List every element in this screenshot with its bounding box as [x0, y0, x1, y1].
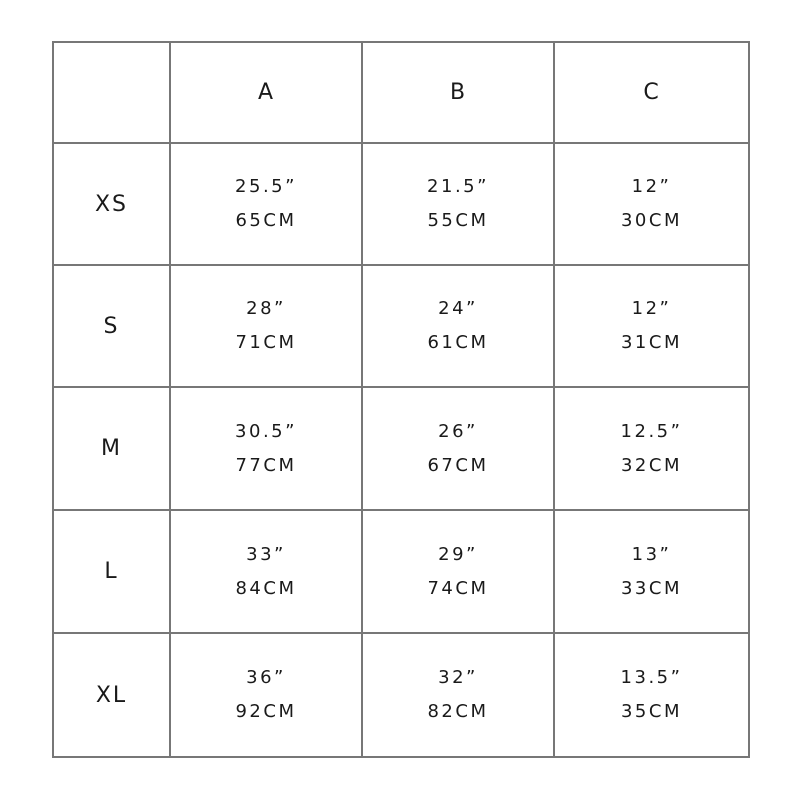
table-cell: [555, 266, 748, 388]
table-cell: [555, 388, 748, 511]
column-header-a: [171, 43, 363, 144]
cm-value: 32CM: [620, 454, 682, 476]
cm-value: 35CM: [620, 701, 682, 722]
cm-value: 92CM: [235, 701, 297, 722]
inch-value: 29”: [438, 543, 478, 565]
cm-value: 67CM: [427, 454, 489, 476]
column-header-c: [555, 43, 748, 144]
row-header-xs: [54, 144, 171, 266]
inch-value: 28”: [246, 298, 286, 319]
row-header-s: [54, 266, 171, 388]
cm-value: 74CM: [427, 577, 489, 599]
row-header-m: [54, 388, 171, 511]
inch-value: 13”: [631, 543, 672, 565]
inch-value: 32”: [438, 667, 478, 688]
cm-value: 30CM: [620, 210, 682, 231]
cm-value: 82CM: [427, 701, 489, 722]
cm-value: 33CM: [620, 577, 682, 599]
table-cell: [171, 634, 363, 756]
inch-value: 13.5”: [620, 667, 683, 688]
table-cell: [171, 266, 363, 388]
cm-value: 84CM: [235, 577, 297, 599]
row-header-label: L: [104, 559, 119, 584]
cm-value: 61CM: [427, 332, 489, 353]
row-header-label: XL: [95, 682, 128, 708]
cm-value: 65CM: [235, 210, 297, 231]
row-header-xl: [54, 634, 171, 756]
size-chart-table: [52, 41, 750, 758]
table-cell: [171, 144, 363, 266]
inch-value: 12”: [631, 298, 672, 319]
inch-value: 24”: [438, 298, 478, 319]
table-cell: [171, 511, 363, 634]
inch-value: 12”: [631, 176, 672, 197]
table-cell: [363, 144, 555, 266]
table-cell: [363, 266, 555, 388]
column-header-label: A: [257, 80, 275, 105]
inch-value: 21.5”: [427, 176, 489, 197]
table-cell: [171, 388, 363, 511]
inch-value: 36”: [246, 667, 286, 688]
cm-value: 31CM: [620, 332, 682, 353]
row-header-label: M: [101, 436, 122, 461]
column-header-b: [363, 43, 555, 144]
table-cell: [363, 388, 555, 511]
corner-cell: [54, 43, 171, 144]
inch-value: 33”: [246, 543, 286, 565]
table-cell: [363, 634, 555, 756]
cm-value: 77CM: [235, 454, 297, 476]
row-header-l: [54, 511, 171, 634]
table-cell: [363, 511, 555, 634]
column-header-label: B: [449, 80, 467, 105]
table-cell: [555, 634, 748, 756]
inch-value: 25.5”: [235, 176, 297, 197]
cm-value: 71CM: [235, 332, 297, 353]
row-header-label: S: [103, 313, 120, 339]
row-header-label: XS: [94, 191, 129, 217]
inch-value: 12.5”: [620, 420, 683, 442]
inch-value: 30.5”: [235, 420, 297, 442]
column-header-label: C: [643, 80, 660, 105]
cm-value: 55CM: [427, 210, 489, 231]
inch-value: 26”: [438, 420, 478, 442]
table-cell: [555, 144, 748, 266]
table-cell: [555, 511, 748, 634]
